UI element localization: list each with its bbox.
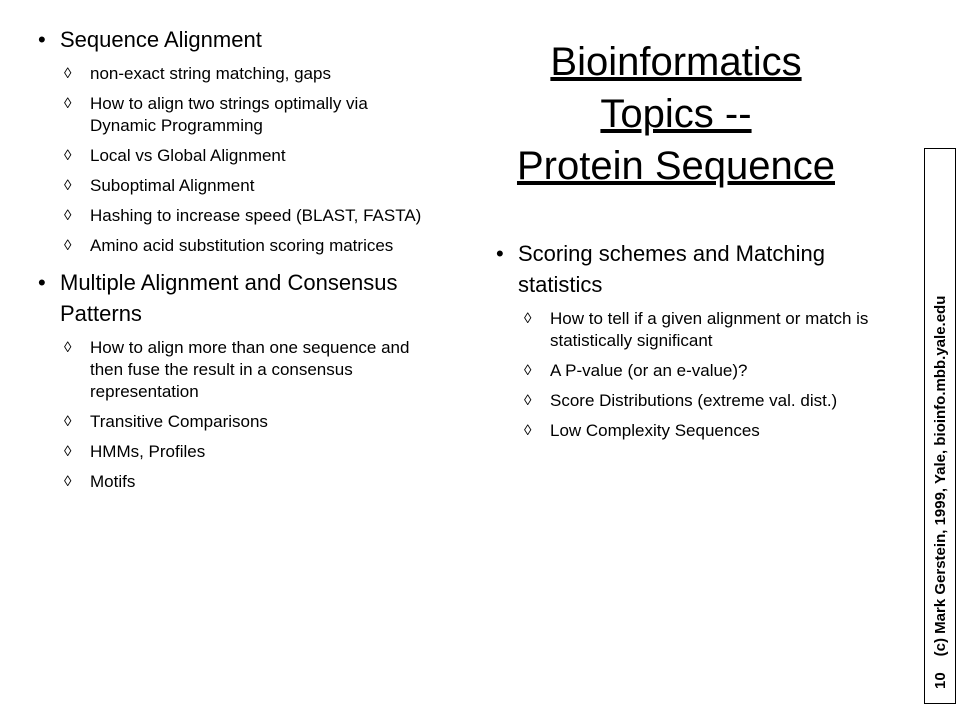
diamond-bullet-icon: ◊ [524,422,532,439]
sub-bullet-text: Score Distributions (extreme val. dist.) [550,391,838,410]
main-bullet-label: Scoring schemes and Matching statistics [518,241,825,297]
diamond-bullet-icon: ◊ [524,392,532,409]
bullet-dot-icon: • [38,270,46,295]
diamond-bullet-icon: ◊ [64,147,72,164]
sub-bullet-text: Hashing to increase speed (BLAST, FASTA) [90,206,422,225]
sub-bullet-item [496,308,886,352]
sub-bullet-item [496,390,886,412]
sub-bullet-item [34,471,438,493]
title-line-1: Bioinformatics [550,40,802,84]
sub-bullet-item [34,175,438,197]
sub-bullet-list [496,308,886,442]
sub-bullet-list [38,337,438,493]
diamond-bullet-icon: ◊ [64,473,72,490]
bullet-dot-icon: • [38,27,46,52]
title-line-2: Topics -- [600,92,752,136]
sub-bullet-text: non-exact string matching, gaps [90,64,331,83]
footer-credit-strip [924,148,956,704]
main-bullet [38,267,438,329]
sub-bullet-text: HMMs, Profiles [90,442,206,461]
sub-bullet-text: How to tell if a given alignment or match is statistically significant [550,309,869,350]
diamond-bullet-icon: ◊ [64,413,72,430]
sub-bullet-text: Motifs [90,472,136,491]
diamond-bullet-icon: ◊ [64,177,72,194]
sub-bullet-text: Local vs Global Alignment [90,146,286,165]
footer-credit [932,296,950,689]
right-bullet-column [496,238,886,452]
sub-bullet-list [38,63,438,257]
sub-bullet-item [34,145,438,167]
diamond-bullet-icon: ◊ [524,310,532,327]
left-bullet-column [38,24,438,503]
diamond-bullet-icon: ◊ [64,95,72,112]
sub-bullet-item [34,63,438,85]
diamond-bullet-icon: ◊ [64,443,72,460]
sub-bullet-item [496,360,886,382]
main-bullet [496,238,886,300]
diamond-bullet-icon: ◊ [64,339,72,356]
sub-bullet-text: Low Complexity Sequences [550,421,760,440]
sub-bullet-text: A P-value (or an e-value)? [550,361,748,380]
sub-bullet-item [496,420,886,442]
diamond-bullet-icon: ◊ [64,65,72,82]
sub-bullet-item [34,411,438,433]
sub-bullet-item [34,337,438,403]
sub-bullet-text: Suboptimal Alignment [90,176,255,195]
sub-bullet-item [34,235,438,257]
sub-bullet-text: How to align two strings optimally via Dynamic Programming [90,94,368,135]
main-bullet [38,24,438,55]
copyright-text: (c) Mark Gerstein, 1999, Yale, bioinfo.mbb.yale.edu [932,295,949,657]
main-bullet-label: Multiple Alignment and Consensus Patterns [60,270,398,326]
bullet-dot-icon: • [496,241,504,266]
sub-bullet-text: How to align more than one sequence and then fuse the result in a consensus representation [90,338,410,401]
diamond-bullet-icon: ◊ [64,207,72,224]
slide-number: 10 [932,672,949,689]
sub-bullet-item [34,441,438,463]
diamond-bullet-icon: ◊ [64,237,72,254]
sub-bullet-text: Amino acid substitution scoring matrices [90,236,394,255]
title-line-3: Protein Sequence [516,144,835,188]
main-bullet-label: Sequence Alignment [60,27,262,52]
sub-bullet-text: Transitive Comparisons [90,412,268,431]
slide-title [470,36,882,192]
sub-bullet-item [34,205,438,227]
diamond-bullet-icon: ◊ [524,362,532,379]
sub-bullet-item [34,93,438,137]
